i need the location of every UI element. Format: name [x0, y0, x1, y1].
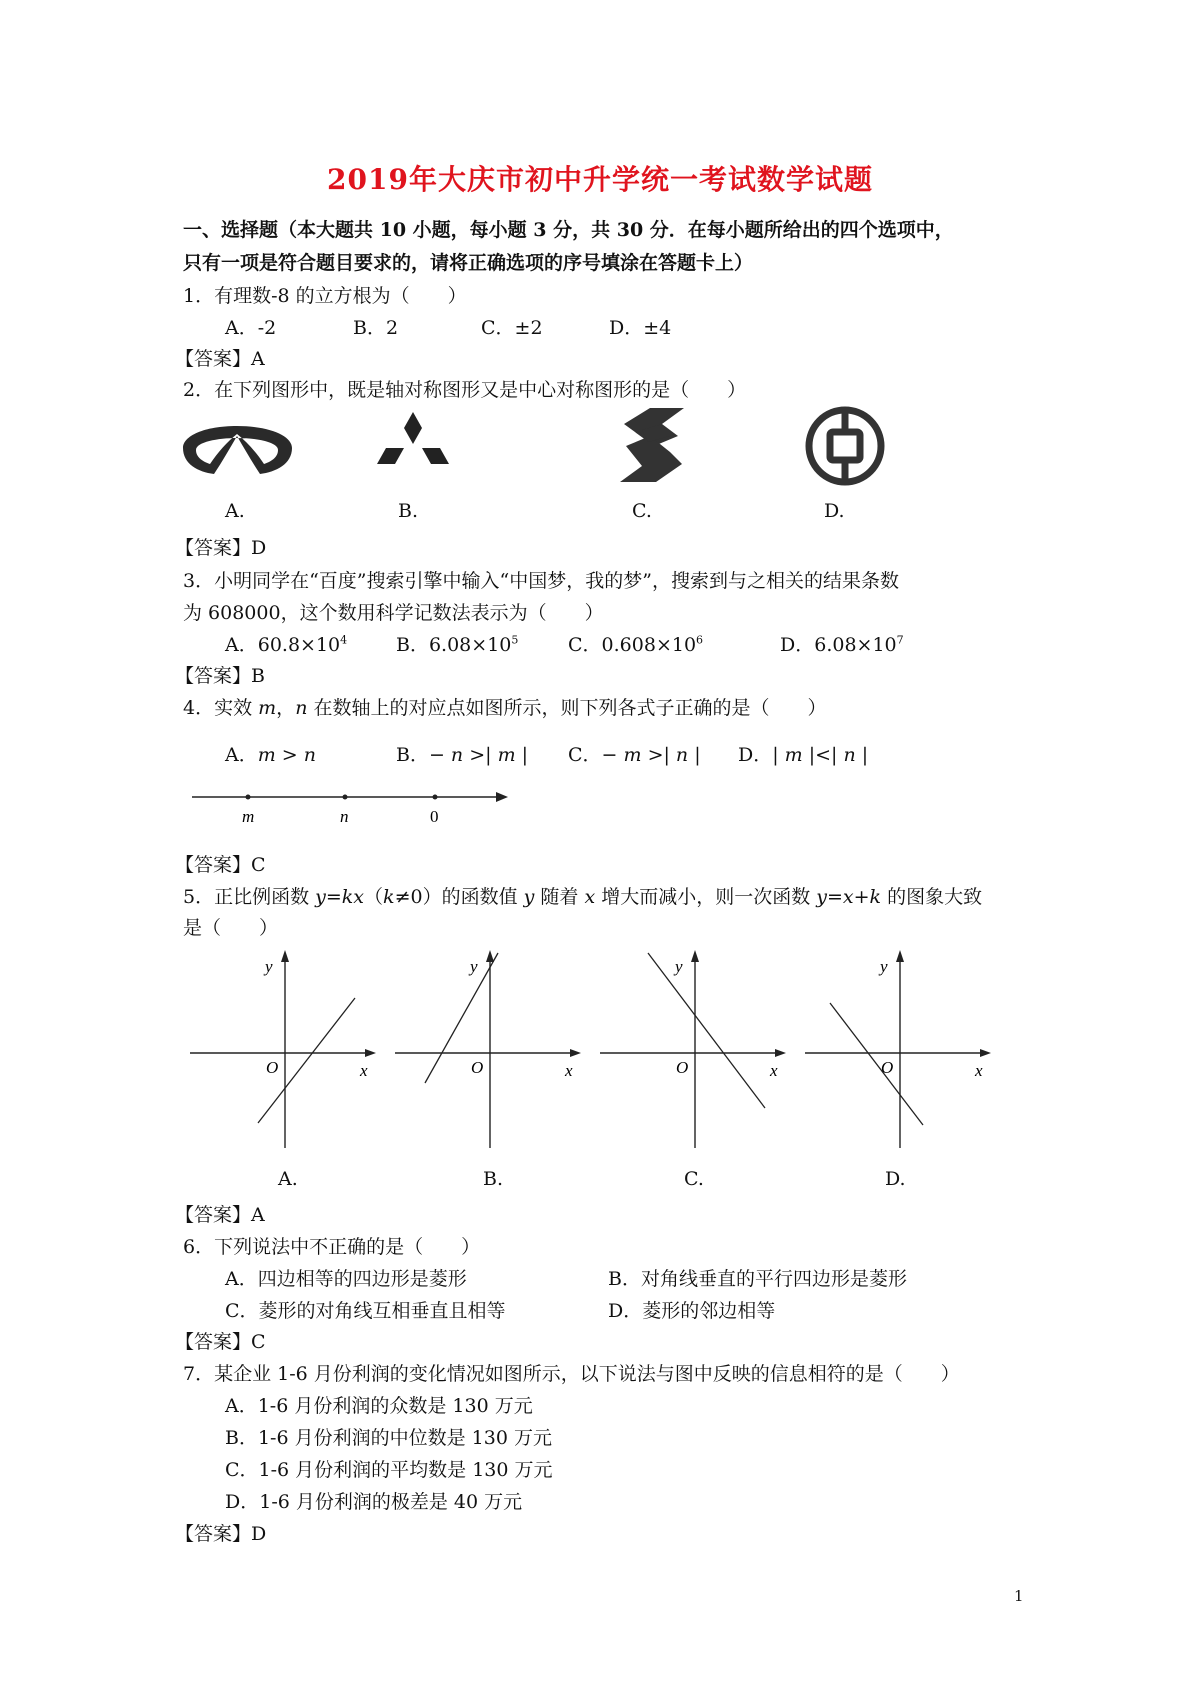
y-axis-label: y	[880, 957, 888, 976]
y-axis-arrow	[896, 950, 904, 962]
page-number: 1	[1014, 1587, 1024, 1605]
q1-option-b: B．2	[353, 317, 399, 339]
q4-answer: 【答案】C	[175, 854, 266, 876]
label-n: n	[340, 807, 349, 826]
q3-option-c: C．$0.608\times 10^6$	[568, 633, 704, 656]
q3-option-d: D．$6.08\times 10^7$	[780, 633, 904, 656]
q7-option-d: D．1-6 月份利润的极差是 40 万元	[225, 1491, 523, 1513]
q5-label-b: B.	[483, 1168, 504, 1190]
section-heading-line1: 一、选择题（本大题共 10 小题，每小题 3 分，共 30 分．在每小题所给出的四个选项中，	[183, 219, 954, 241]
bank-of-china-logo-icon	[804, 404, 886, 488]
q4-option-c: C．− m >| n |	[568, 744, 701, 766]
q2-label-c: C.	[632, 500, 652, 522]
q3-stem-line1: 3．小明同学在“百度”搜索引擎中输入“中国梦，我的梦”，搜索到与之相关的结果条数	[183, 570, 899, 592]
q1-stem: 1．有理数-8 的立方根为（ ）	[183, 285, 467, 307]
label-zero: 0	[430, 807, 439, 826]
origin-label: O	[471, 1058, 484, 1077]
point-m	[246, 795, 251, 800]
suzuki-logo-icon	[612, 406, 692, 484]
q6-answer: 【答案】C	[175, 1331, 266, 1353]
q1-option-a: A．-2	[225, 317, 277, 339]
q1-option-d: D．±4	[609, 317, 672, 339]
number-line-diagram	[190, 785, 510, 835]
x-axis-arrow	[365, 1049, 376, 1057]
q2-stem: 2．在下列图形中，既是轴对称图形又是中心对称图形的是（ ）	[183, 379, 747, 401]
x-axis-label: x	[770, 1061, 778, 1080]
q7-option-a: A．1-6 月份利润的众数是 130 万元	[225, 1395, 533, 1417]
q3-option-a: A．$60.8\times 10^4$	[225, 633, 348, 656]
x-axis-label: x	[565, 1061, 573, 1080]
q5-graph-d	[805, 948, 995, 1148]
section-heading-line2: 只有一项是符合题目要求的，请将正确选项的序号填涂在答题卡上）	[183, 252, 754, 274]
origin-label: O	[676, 1058, 689, 1077]
q6-option-a: A．四边相等的四边形是菱形	[225, 1268, 467, 1290]
q3-option-b: B．$6.08\times 10^5$	[396, 633, 519, 656]
q6-stem: 6．下列说法中不正确的是（ ）	[183, 1236, 481, 1258]
infiniti-logo-icon	[180, 420, 295, 478]
y-axis-arrow	[281, 950, 289, 962]
function-line	[648, 953, 765, 1108]
q5-graph-c	[600, 948, 790, 1148]
y-axis-label: y	[470, 957, 478, 976]
q2-answer: 【答案】D	[175, 537, 267, 559]
y-axis-label: y	[265, 957, 273, 976]
q7-option-b: B．1-6 月份利润的中位数是 130 万元	[225, 1427, 552, 1449]
number-line-arrow	[496, 792, 508, 802]
q5-stem-line2: 是（ ）	[183, 917, 279, 939]
q5-label-c: C.	[684, 1168, 704, 1190]
x-axis-label: x	[360, 1061, 368, 1080]
q4-option-d: D．| m |<| n |	[738, 744, 869, 766]
q5-graph-a	[190, 948, 380, 1148]
q4-stem: 4．实效 m，n 在数轴上的对应点如图所示，则下列各式子正确的是（ ）	[183, 697, 827, 719]
function-line	[425, 953, 498, 1083]
point-n	[343, 795, 348, 800]
q5-graph-b	[395, 948, 585, 1148]
q4-option-a: A．m > n	[225, 744, 316, 766]
q5-label-d: D.	[885, 1168, 906, 1190]
q6-option-d: D．菱形的邻边相等	[608, 1300, 776, 1322]
q5-answer: 【答案】A	[175, 1204, 265, 1226]
q7-stem: 7．某企业 1-6 月份利润的变化情况如图所示，以下说法与图中反映的信息相符的是（ ）	[183, 1363, 960, 1385]
origin-label: O	[266, 1058, 279, 1077]
q5-stem-line1: 5．正比例函数 y=kx（k≠0）的函数值 y 随着 x 增大而减小，则一次函数 y=x+k 的图象大致	[183, 886, 983, 908]
function-line	[830, 1003, 923, 1125]
x-axis-arrow	[775, 1049, 786, 1057]
q7-option-c: C．1-6 月份利润的平均数是 130 万元	[225, 1459, 553, 1481]
q6-option-b: B．对角线垂直的平行四边形是菱形	[608, 1268, 907, 1290]
y-axis-arrow	[486, 950, 494, 962]
point-zero	[433, 795, 438, 800]
q1-option-c: C．±2	[481, 317, 543, 339]
page-title: 2019年大庆市初中升学统一考试数学试题	[327, 163, 873, 196]
mitsubishi-logo-icon	[374, 410, 452, 482]
q3-answer: 【答案】B	[175, 665, 265, 687]
q2-label-a: A.	[225, 500, 245, 522]
q7-answer: 【答案】D	[175, 1523, 267, 1545]
q3-stem-line2: 为 608000，这个数用科学记数法表示为（ ）	[183, 602, 604, 624]
q6-option-c: C．菱形的对角线互相垂直且相等	[225, 1300, 506, 1322]
y-axis-label: y	[675, 957, 683, 976]
origin-label: O	[881, 1058, 894, 1077]
x-axis-arrow	[980, 1049, 991, 1057]
x-axis-label: x	[975, 1061, 983, 1080]
x-axis-arrow	[570, 1049, 581, 1057]
q4-option-b: B．− n >| m |	[396, 744, 529, 766]
q2-label-b: B.	[398, 500, 419, 522]
y-axis-arrow	[691, 950, 699, 962]
label-m: m	[242, 807, 255, 826]
q2-label-d: D.	[824, 500, 845, 522]
q5-label-a: A.	[278, 1168, 298, 1190]
q1-answer: 【答案】A	[175, 348, 265, 370]
